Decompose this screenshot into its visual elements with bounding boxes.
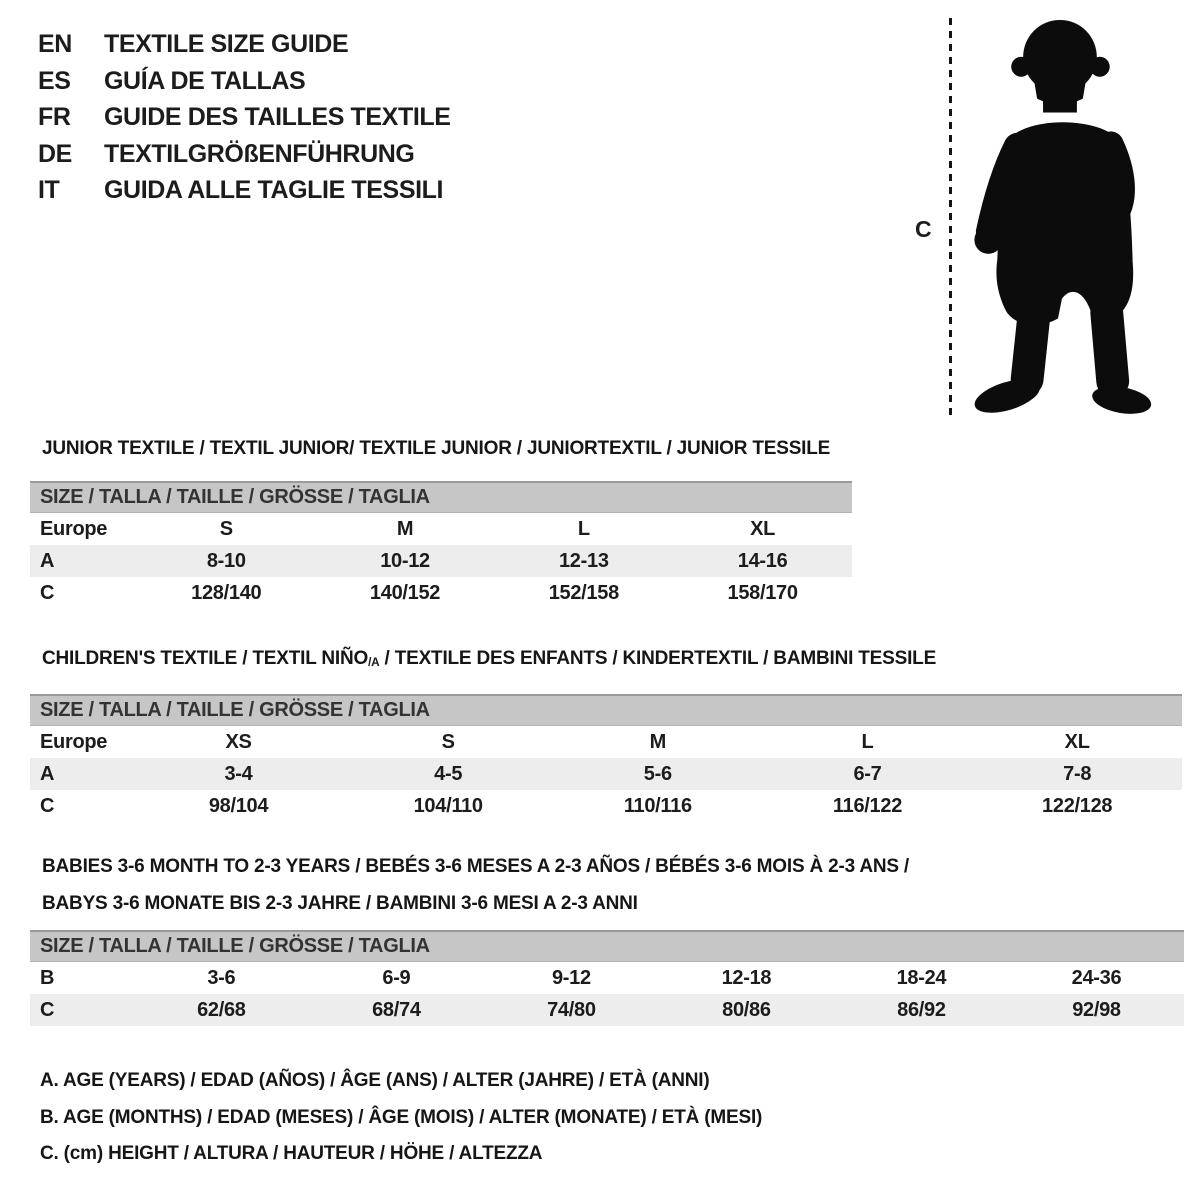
section-babies-textile xyxy=(30,848,1184,1026)
row-label-cell: B xyxy=(40,966,55,989)
size-value-cell: 6-9 xyxy=(382,966,411,989)
size-table xyxy=(30,481,852,609)
size-header-row xyxy=(30,695,1182,726)
size-table-row xyxy=(30,726,1182,759)
section-title-text: BABYS 3-6 MONATE BIS 2-3 JAHRE / BAMBINI 3-6 MESI A 2-3 ANNI xyxy=(42,893,638,914)
size-value-cell: 152/158 xyxy=(548,581,619,604)
section-title-line xyxy=(42,430,852,467)
size-table-row xyxy=(30,790,1182,822)
row-label-cell: A xyxy=(30,758,134,790)
row-label-cell: C xyxy=(40,581,55,604)
size-table-row xyxy=(30,545,852,577)
language-row xyxy=(38,26,451,63)
size-table xyxy=(30,930,1184,1026)
size-value-cell: 3-4 xyxy=(134,758,344,790)
measure-legend xyxy=(40,1063,762,1173)
size-value-cell: 6-7 xyxy=(763,758,973,790)
size-header-bar: SIZE / TALLA / TAILLE / GRÖSSE / TAGLIA xyxy=(30,695,1182,726)
section-title xyxy=(30,848,1184,922)
legend-line: A. AGE (YEARS) / EDAD (AÑOS) / ÂGE (ANS) / ALTER (JAHRE) / ETÀ (ANNI) xyxy=(40,1070,710,1091)
size-value-cell: 24-36 xyxy=(1071,966,1122,989)
size-value-cell: XS xyxy=(225,730,252,753)
size-value-cell: 80/86 xyxy=(659,994,834,1026)
toddler-silhouette-icon xyxy=(955,15,1155,423)
language-code: ES xyxy=(38,66,71,95)
language-title: GUIDA ALLE TAGLIE TESSILI xyxy=(104,176,444,204)
size-header-bar: SIZE / TALLA / TAILLE / GRÖSSE / TAGLIA xyxy=(30,482,852,513)
row-label-cell: Europe xyxy=(40,517,108,540)
language-title: GUIDE DES TAILLES TEXTILE xyxy=(104,103,451,131)
language-title: TEXTILE SIZE GUIDE xyxy=(104,30,349,58)
size-table xyxy=(30,694,1182,822)
language-code: IT xyxy=(38,176,60,204)
row-label-cell: A xyxy=(30,545,137,577)
height-figure xyxy=(905,10,1185,430)
size-value-cell: 116/122 xyxy=(832,794,903,817)
height-measure-line xyxy=(949,18,952,420)
language-row xyxy=(38,63,451,100)
size-value-cell: 104/110 xyxy=(413,794,483,817)
size-value-cell: L xyxy=(861,730,874,753)
language-row xyxy=(38,136,451,173)
size-header-row xyxy=(30,931,1184,962)
size-table-row xyxy=(30,994,1184,1026)
section-title-text: CHILDREN'S TEXTILE / TEXTIL NIÑO xyxy=(42,648,369,669)
size-table-row xyxy=(30,758,1182,790)
size-value-cell: 122/128 xyxy=(1042,794,1113,817)
section-title xyxy=(30,430,852,467)
section-title-text: BABIES 3-6 MONTH TO 2-3 YEARS / BEBÉS 3-6 MESES A 2-3 AÑOS / BÉBÉS 3-6 MOIS À 2-3 ANS / xyxy=(42,856,910,877)
size-header-bar: SIZE / TALLA / TAILLE / GRÖSSE / TAGLIA xyxy=(30,931,1184,962)
size-value-cell: M xyxy=(649,730,666,753)
section-title xyxy=(30,640,1182,681)
legend-line: C. (cm) HEIGHT / ALTURA / HAUTEUR / HÖHE / ALTEZZA xyxy=(40,1143,543,1164)
height-measure-label: C xyxy=(915,216,932,242)
language-row xyxy=(38,172,451,209)
size-value-cell: 10-12 xyxy=(316,545,495,577)
section-junior-textile xyxy=(30,430,852,609)
language-title-list xyxy=(38,26,451,209)
size-value-cell: XL xyxy=(750,517,776,540)
size-value-cell: XL xyxy=(1064,730,1090,753)
size-value-cell: 12-13 xyxy=(494,545,673,577)
size-table-row xyxy=(30,513,852,546)
row-label-cell: C xyxy=(40,794,55,817)
language-title: GUÍA DE TALLAS xyxy=(104,66,306,95)
size-value-cell: S xyxy=(441,730,455,753)
legend-line: B. AGE (MONTHS) / EDAD (MESES) / ÂGE (MOIS) / ALTER (MONATE) / ETÀ (MESI) xyxy=(40,1106,763,1128)
size-value-cell: 74/80 xyxy=(484,994,659,1026)
size-value-cell: 158/170 xyxy=(727,581,798,604)
language-title: TEXTILGRÖßENFÜHRUNG xyxy=(104,139,415,168)
size-value-cell: 9-12 xyxy=(551,966,591,989)
section-title-line xyxy=(42,640,1182,681)
size-table-row xyxy=(30,962,1184,995)
size-value-cell: 62/68 xyxy=(134,994,309,1026)
section-title-line xyxy=(42,848,1184,885)
size-value-cell: 98/104 xyxy=(208,794,269,817)
row-label-cell: C xyxy=(30,994,134,1026)
size-value-cell: 7-8 xyxy=(972,758,1182,790)
size-value-cell: M xyxy=(396,517,414,540)
section-title-line xyxy=(42,885,1184,922)
language-code: FR xyxy=(38,103,71,131)
language-code: DE xyxy=(38,139,72,168)
size-value-cell: 12-18 xyxy=(721,966,772,989)
size-value-cell: 110/116 xyxy=(623,794,692,817)
language-row xyxy=(38,99,451,136)
size-value-cell: L xyxy=(577,517,590,540)
size-header-row xyxy=(30,482,852,513)
size-value-cell: 14-16 xyxy=(673,545,852,577)
section-title-text: /A xyxy=(368,656,380,669)
size-value-cell: 3-6 xyxy=(207,966,236,989)
size-value-cell: 128/140 xyxy=(191,581,262,604)
size-value-cell: 5-6 xyxy=(553,758,763,790)
section-childrens-textile xyxy=(30,640,1182,822)
size-value-cell: S xyxy=(219,517,233,540)
size-value-cell: 18-24 xyxy=(896,966,947,989)
size-table-row xyxy=(30,577,852,609)
size-value-cell: 92/98 xyxy=(1009,994,1184,1026)
size-value-cell: 86/92 xyxy=(834,994,1009,1026)
size-value-cell: 68/74 xyxy=(309,994,484,1026)
section-title-text: / TEXTILE DES ENFANTS / KINDERTEXTIL / BAMBINI TESSILE xyxy=(379,648,937,669)
row-label-cell: Europe xyxy=(40,730,108,753)
size-value-cell: 140/152 xyxy=(369,581,441,604)
size-value-cell: 4-5 xyxy=(343,758,553,790)
size-value-cell: 8-10 xyxy=(137,545,316,577)
language-code: EN xyxy=(38,30,72,58)
section-title-text: JUNIOR TEXTILE / TEXTIL JUNIOR/ TEXTILE JUNIOR / JUNIORTEXTIL / JUNIOR TESSILE xyxy=(42,438,831,459)
